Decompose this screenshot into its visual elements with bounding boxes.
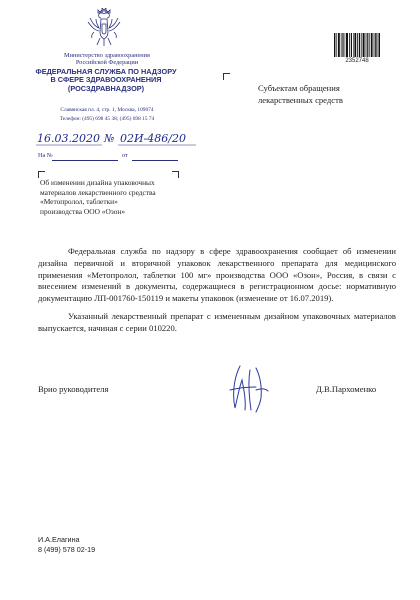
barcode-icon [334,33,380,57]
ministry-name: Министерство здравоохранения Российской Федерации [64,52,150,67]
handwritten-number-sign: № [104,132,115,145]
body-paragraph-2: Указанный лекарственный препарат с измененным дизайном упаковочных материалов выпускается, начиная с серии 010220. [38,310,396,333]
handwritten-date: 16.03.2020 [37,132,100,145]
state-emblem-icon [86,8,122,48]
subject-corner-left [38,171,45,178]
recipient-corner [223,73,230,80]
incoming-number-blank [52,160,118,161]
recipient: Субъектам обращения лекарственных средств [258,83,343,105]
letter-body [38,246,396,341]
body-paragraph-1: Федеральная служба по надзору в сфере здравоохранения сообщает об изменении дизайна первичной и вторичной упаковок лекарственного препарата для медицинского применения «Метопролол, таблетки 100 мг» производства ООО «Озон», Россия, в связи с внесением изменений в документы, содержащиеся в регистрационном досье: нормативную документацию ЛП-001760-150119 и макеты упаковок (изменение от 16.07.2019). [38,246,396,304]
letter-subject: Об изменении дизайна упаковочных материалов лекарственного средства «Метопролол, таблетки» производства ООО «Озон» [40,178,156,216]
executor-phone: 8 (499) 578 02-19 [38,544,96,554]
signatory-name: Д.В.Пархоменко [316,384,377,394]
handwritten-number: 02И-486/20 [120,132,187,145]
executor-info [38,535,95,554]
signatory-position: Врио руководителя [38,384,109,394]
incoming-reference-line [38,152,178,162]
signature-icon [226,360,272,416]
incoming-number-label: На № [38,152,53,159]
agency-address: Славянская пл. 4, стр. 1, Москва, 109074 Телефон: (495) 698 45 38; (495) 698 15 74 [59,107,155,122]
barcode-number: 2352748 [345,58,369,64]
subject-corner-right [172,171,179,178]
incoming-date-blank [132,160,178,161]
handwritten-registration [36,128,196,148]
incoming-date-label: от [122,152,128,159]
agency-name: ФЕДЕРАЛЬНАЯ СЛУЖБА ПО НАДЗОРУ В СФЕРЕ ЗДРАВООХРАНЕНИЯ (РОСЗДРАВНАДЗОР) [35,67,177,93]
executor-name: И.А.Елагина [38,535,80,544]
